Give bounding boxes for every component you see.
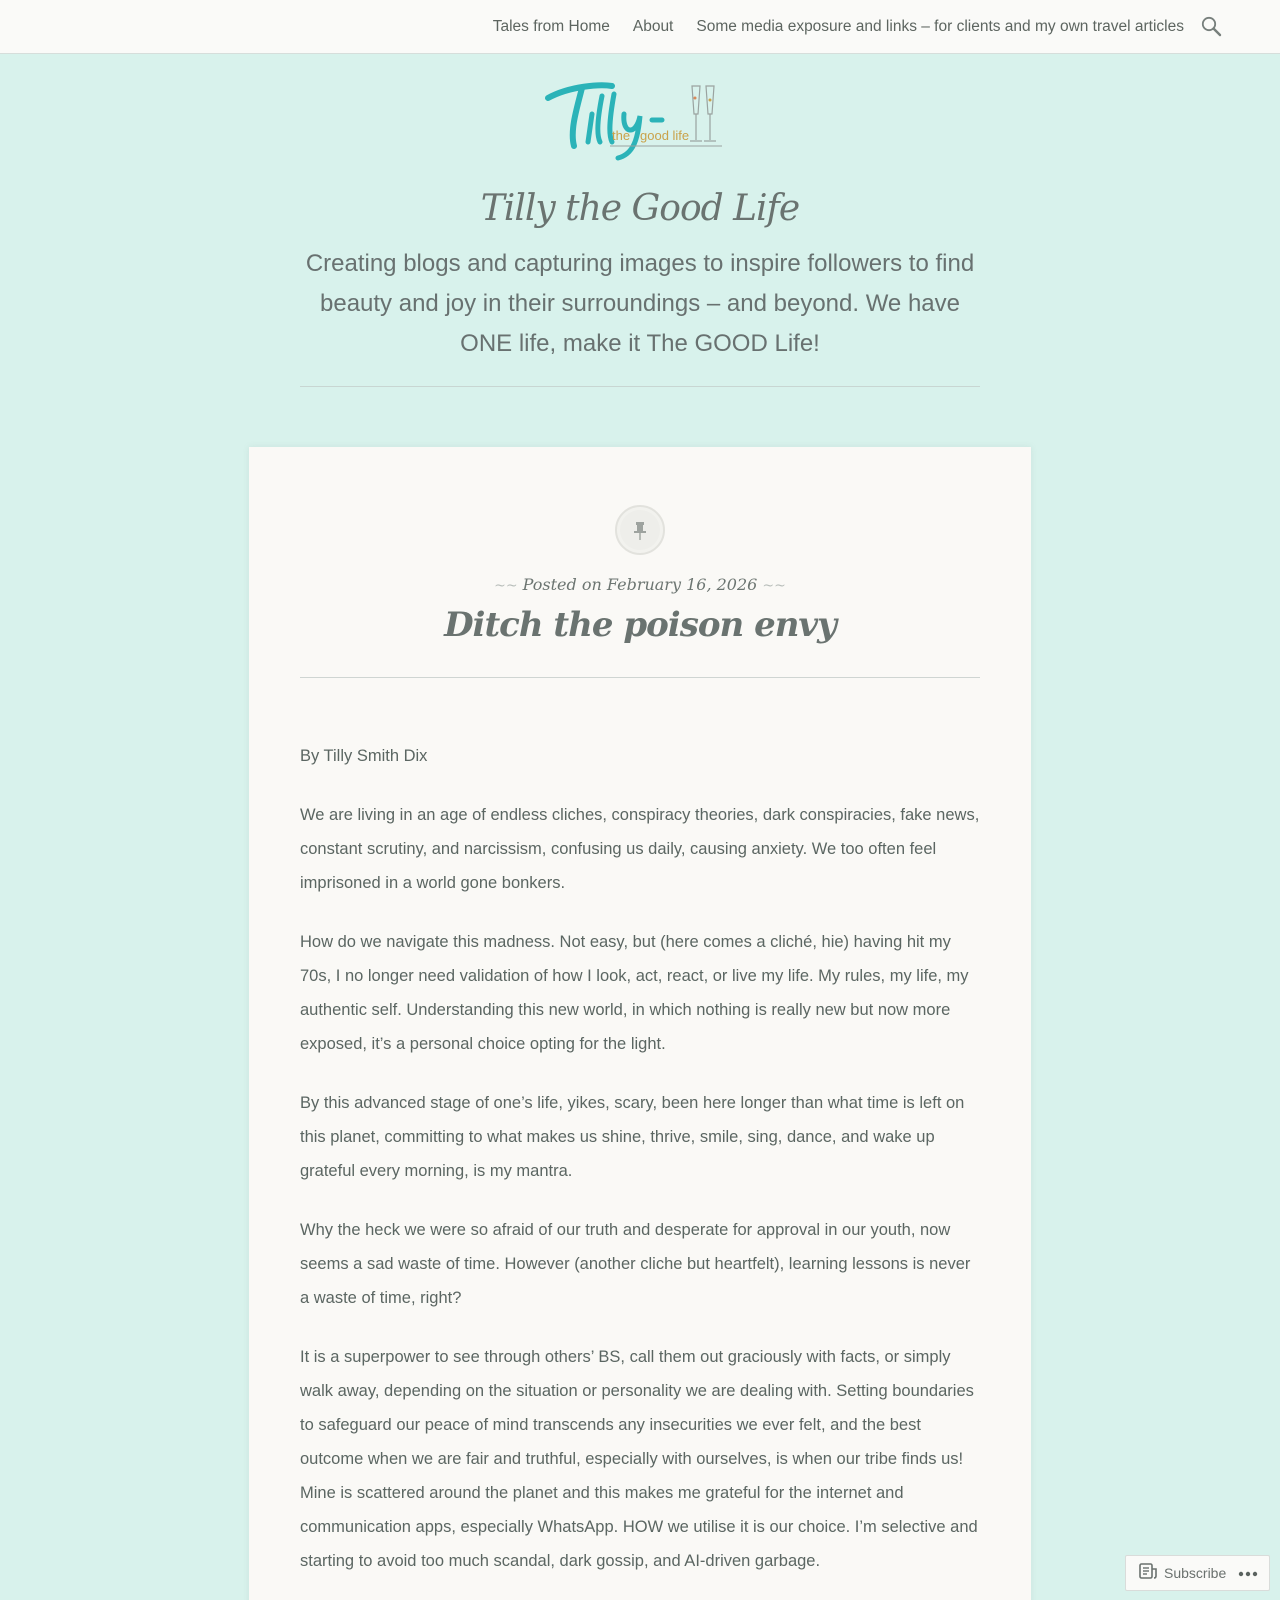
more-dots-icon[interactable] [1238,1564,1258,1582]
nav-item-about[interactable]: About [632,18,674,35]
header-divider [300,386,980,387]
subscribe-button[interactable]: Subscribe [1164,1565,1227,1581]
svg-text:good life: good life [640,128,690,143]
subscribe-widget [1125,1555,1270,1591]
post-paragraph: By this advanced stage of one’s life, yikes, scary, been here longer than what time is left on this planet, committing to what makes us shine, thrive, smile, sing, dance, and wake up grateful every morning, is my mantra. [300,1094,965,1180]
posted-on-label: Posted on [522,575,602,594]
reader-icon[interactable] [1139,1563,1157,1584]
post-meta [249,575,1031,594]
post-paragraph: Why the heck we were so afraid of our truth and desperate for approval in our youth, now seems a sad waste of time. However (another cliche but heartfelt), learning lessons is never a waste of time, right? [300,1221,971,1307]
post-paragraph: It is a superpower to see through others’ BS, call them out graciously with facts, or simply walk away, depending on the situation or personality we are dealing with. Setting boundaries to safeguard our peace of mind transcends any insecurities we ever felt, and the best outcome when we are fair and truthful, especially with ourselves, is when our tribe finds us! Mine is scattered around the planet and this makes me grateful for the internet and communication apps, especially WhatsApp. HOW we utilise it is our choice. I’m selective and starting to avoid too much scandal, dark gossip, and AI-driven garbage. [300,1348,978,1570]
title-divider [300,677,980,678]
nav-item-media-exposure[interactable]: Some media exposure and links – for clients and my own travel articles [696,18,1184,35]
post-date-link[interactable]: February 16, 2026 [606,575,758,594]
site-tagline: Creating blogs and capturing images to inspire followers to find beauty and joy in their surroundings – and beyond. We have ONE life, make it The GOOD Life! [305,250,975,357]
swash-right-icon: ~~ [762,578,786,594]
logo-graphic [540,76,740,166]
primary-menu [470,0,1184,54]
swash-left-icon: ~~ [494,578,518,594]
post-card [249,447,1031,1600]
search-icon[interactable] [1200,15,1224,39]
nav-item-tales-from-home[interactable]: Tales from Home [492,18,610,35]
post-paragraph: How do we navigate this madness. Not easy, but (here comes a cliché, hie) having hit my 70s, I no longer need validation of how I look, act, react, or live my life. My rules, my life, my authentic self. Understanding this new world, in which nothing is really new but now more exposed, it’s a personal choice opting for the light. [300,933,969,1053]
top-bar [0,0,1280,54]
post-paragraph: We are living in an age of endless cliches, conspiracy theories, dark conspiracies, fake news, constant scrutiny, and narcissism, confusing us daily, causing anxiety. We too often feel imprisoned in a world gone bonkers. [300,806,980,892]
post-title: Ditch the poison envy [444,605,836,645]
svg-text:the: the [612,128,631,143]
site-title[interactable]: Tilly the Good Life [480,188,800,229]
post-content [300,739,982,1600]
site-logo[interactable] [540,76,740,166]
pin-icon [615,505,665,555]
post-byline: By Tilly Smith Dix [300,747,428,765]
